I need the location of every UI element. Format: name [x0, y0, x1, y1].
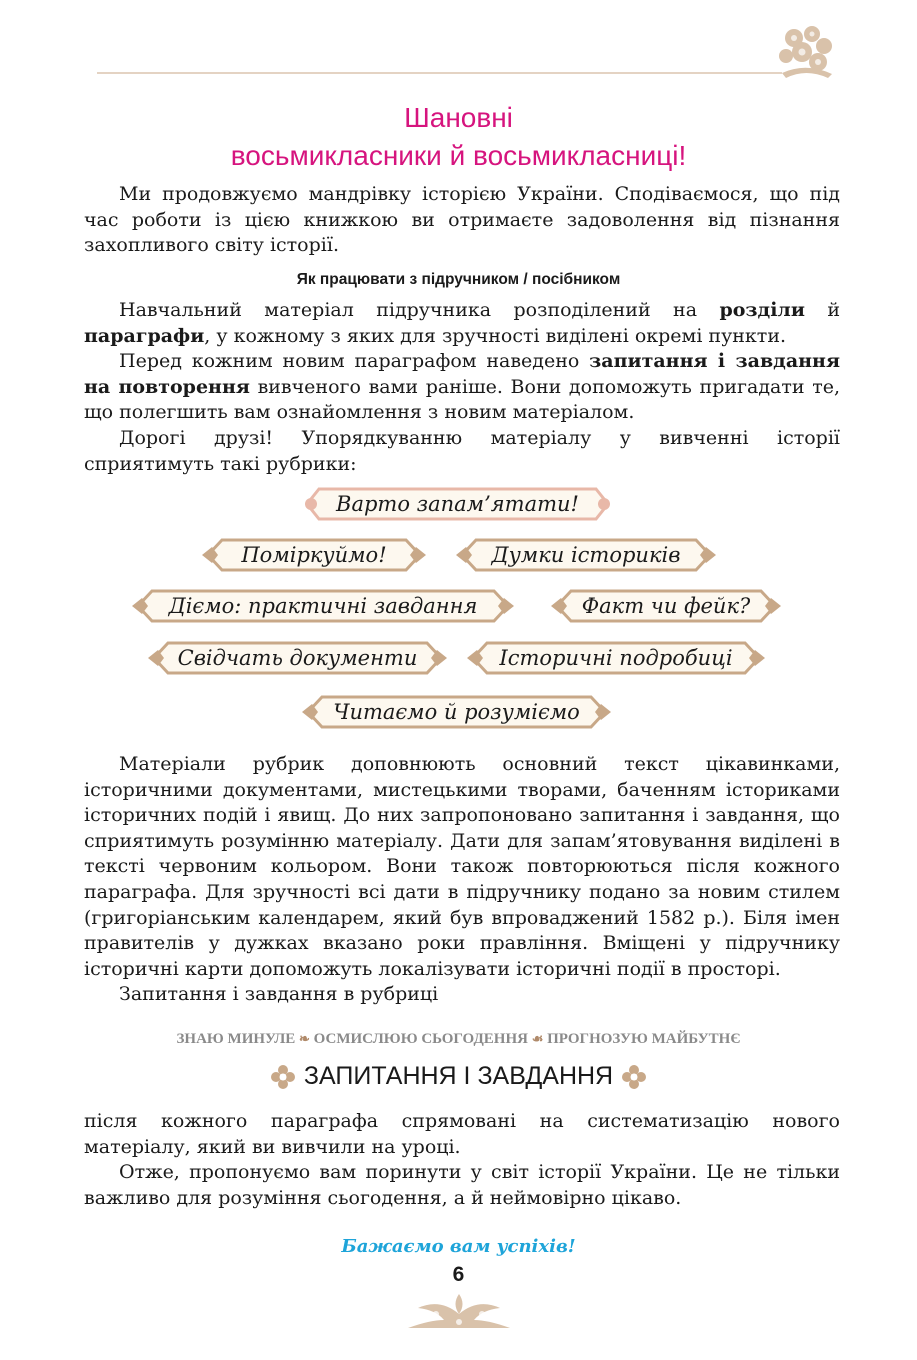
rubric-label-read: Читаємо й розуміємо — [333, 700, 580, 724]
page-title-line2: восьмикласники й восьмикласниці! — [230, 140, 687, 171]
motto-future: ПРОГНОЗУЮ МАЙБУТНЄ — [547, 1031, 741, 1047]
rubric-heading — [0, 1058, 917, 1094]
closing-wish: Бажаємо вам успіхів! — [341, 1236, 576, 1257]
paragraph-rubric-intro: Запитання і завдання в рубриці — [119, 983, 439, 1006]
rubric-label-historians: Думки істориків — [491, 543, 681, 567]
intro-paragraph — [84, 182, 840, 259]
rubric-badge-think — [200, 536, 428, 574]
paragraph-structure: Навчальний матеріал підручника розподілений на розділи й параграфи, у кожному з яких для зручності виділені окремі пункти. — [84, 299, 840, 347]
rubric-badge-details — [465, 639, 767, 677]
rubric-badge-documents — [146, 639, 449, 677]
paragraph-review-questions: Перед кожним новим параграфом наведено запитання і завдання на повторення вивченого вами раніше. Вони допоможуть пригадати те, що полегшить вам ознайомлення з новим матеріалом. — [84, 350, 840, 424]
flourish-left-icon — [270, 1064, 296, 1090]
flourish-right-icon — [621, 1064, 647, 1090]
paragraph-invitation: Отже, пропонуємо вам поринути у світ історії України. Це не тільки важливо для розуміння сьогодення, а й неймовірно цікаво. — [84, 1161, 840, 1209]
intro-text: Ми продовжуємо мандрівку історією України. Сподіваємося, що під час роботи із цією книжкою ви отримаєте задоволення від пізнання захопливого світу історії. — [84, 183, 840, 257]
rubric-label-remember: Варто запам’ятати! — [336, 492, 579, 516]
motto-past: ЗНАЮ МИНУЛЕ — [176, 1031, 296, 1047]
rubric-badge-remember — [301, 485, 614, 523]
rubric-label-think: Поміркуймо! — [241, 543, 387, 567]
rubric-motto — [0, 1031, 917, 1048]
rubric-heading-text: ЗАПИТАННЯ І ЗАВДАННЯ — [303, 1062, 614, 1090]
rubric-label-details: Історичні подробиці — [499, 646, 733, 670]
rubric-badge-fact — [549, 587, 783, 625]
rubric-label-documents: Свідчать документи — [177, 646, 418, 670]
page-title-line1: Шановні — [404, 102, 513, 133]
motto-present: ОСМИСЛЮЮ СЬОГОДЕННЯ — [313, 1031, 528, 1047]
paragraph-systematization: після кожного параграфа спрямовані на систематизацію нового матеріалу, який ви вивчили на уроці. — [84, 1110, 840, 1158]
closing-block — [84, 1109, 840, 1211]
bottom-floral-ornament-icon — [400, 1290, 518, 1332]
page-number: 6 — [452, 1263, 465, 1286]
corner-floral-ornament-icon — [772, 18, 840, 80]
rubric-label-practice: Діємо: практичні завдання — [168, 594, 478, 618]
rubric-badge-read — [300, 693, 613, 731]
top-rule — [97, 72, 782, 74]
section-subheading: Як працювати з підручником / посібником — [296, 271, 621, 288]
rubric-badge-practice — [130, 587, 516, 625]
leaf-separator-icon: ☙ — [531, 1031, 544, 1046]
instructions-block — [84, 298, 840, 477]
paragraph-rubrics-materials: Матеріали рубрик доповнюють основний текст цікавинками, історичними документами, мистецькими творами, баченням істориками історичних подій і явищ. До них запропоновано запитання і завдання, що сприятимуть розумінню матеріалу. Дати для запам’ятовування виділені в тексті червоним кольором. Вони також повторюються після кожного параграфа. Для зручності всі дати в підручнику подано за новим стилем (григоріанським календарем, який був впроваджений 1582 р.). Біля імен правителів у дужках вказано роки правління. Вміщені у підручнику історичні карти допоможуть локалізувати історичні події в просторі. — [84, 753, 840, 980]
rubrics-explanation-block — [84, 752, 840, 1008]
leaf-separator-icon: ❧ — [299, 1031, 310, 1046]
paragraph-rubrics-intro: Дорогі друзі! Упорядкуванню матеріалу у вивченні історії сприятимуть такі рубрики: — [84, 426, 840, 475]
rubric-badge-historians — [454, 536, 718, 574]
rubric-label-fact: Факт чи фейк? — [581, 594, 751, 618]
